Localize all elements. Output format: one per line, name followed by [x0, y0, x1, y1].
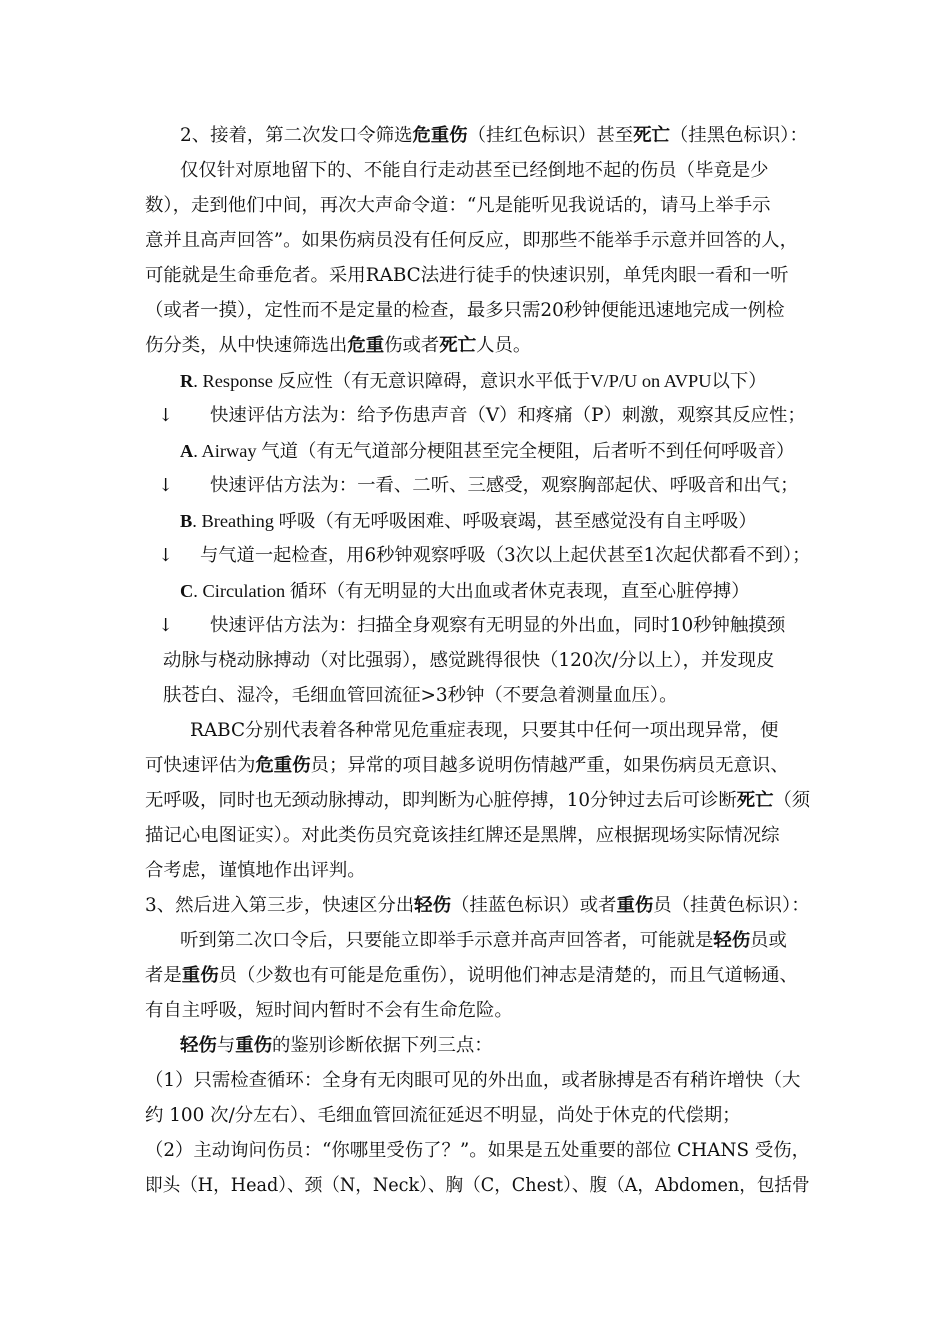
paragraph-line: （或者一摸），定性而不是定量的检查，最多只需20秒钟便能迅速地完成一例检	[145, 300, 785, 321]
rabc-c-desc: 动脉与桡动脉搏动（对比强弱），感觉跳得很快（120次/分以上），并发现皮	[163, 650, 775, 671]
rabc-b-title	[180, 509, 757, 533]
down-arrow-icon: ↓	[158, 545, 174, 566]
bold-term: 轻伤	[713, 930, 751, 951]
rabc-letter: C	[180, 581, 194, 601]
text: 伤或者	[384, 335, 440, 356]
list-item: 约 100 次/分左右）、毛细血管回流征延迟不明显，尚处于休克的代偿期；	[145, 1105, 741, 1126]
heading-text: （挂蓝色标识）或者	[450, 895, 617, 916]
rabc-letter: B	[180, 511, 193, 531]
text: 无呼吸，同时也无颈动脉搏动，即判断为心脏停搏，10分钟过去后可诊断	[145, 790, 737, 811]
section-2-heading	[180, 124, 808, 148]
bold-term: 轻伤	[180, 1035, 217, 1056]
bold-term: 死亡	[736, 790, 774, 811]
paragraph-line	[145, 789, 810, 813]
paragraph-line	[145, 754, 789, 778]
heading-text: （挂黑色标识）：	[669, 125, 808, 146]
text: （须	[773, 790, 811, 811]
paragraph-line: 有自主呼吸，短时间内暂时不会有生命危险。	[145, 1000, 513, 1021]
paragraph-line: 意并且高声回答”。如果伤病员没有任何反应，即那些不能举手示意并回答的人，	[145, 230, 799, 251]
paragraph-line: 描记心电图证实）。对此类伤员究竟该挂红牌还是黑牌，应根据现场实际情况综	[145, 825, 780, 846]
list-item: （1）只需检查循环：全身有无肉眼可见的外出血，或者脉搏是否有稍许增快（大	[145, 1070, 801, 1091]
rabc-r-desc: 快速评估方法为：给予伤患声音（V）和疼痛（P）刺激，观察其反应性；	[210, 405, 806, 426]
bold-term: 重伤	[616, 895, 654, 916]
text: 可快速评估为	[145, 755, 256, 776]
rabc-letter: R	[180, 371, 194, 391]
paragraph-line: 可能就是生命垂危者。采用RABC法进行徒手的快速识别，单凭肉眼一看和一听	[145, 265, 789, 286]
text: 员（少数也有可能是危重伤），说明他们神志是清楚的，而且气道畅通、	[218, 965, 798, 986]
text: 员或	[750, 930, 787, 951]
paragraph-line: 合考虑，谨慎地作出评判。	[145, 860, 366, 881]
text: 人员。	[476, 335, 532, 356]
rabc-r-title	[180, 369, 767, 393]
bold-term: 重伤	[181, 965, 219, 986]
down-arrow-icon: ↓	[158, 405, 174, 426]
list-item: （2）主动询问伤员：“你哪里受伤了？”。如果是五处重要的部位 CHANS 受伤，	[145, 1140, 811, 1161]
heading-text: （挂红色标识）甚至	[467, 125, 634, 146]
bold-term: 重伤	[235, 1035, 272, 1056]
rabc-c-desc: 肤苍白、湿冷，毛细血管回流征>3秒钟（不要急着测量血压）。	[163, 685, 678, 706]
text: . Circulation 循环（有无明显的大出血或者休克表现，直至心脏停搏）	[193, 581, 750, 601]
bold-term: 死亡	[439, 335, 477, 356]
list-item: 即头（H，Head）、颈（N，Neck）、胸（C，Chest）、腹（A，Abdomen，包括骨	[145, 1175, 810, 1196]
text: 伤分类，从中快速筛选出	[145, 335, 348, 356]
bold-term: 危重伤	[255, 755, 311, 776]
heading-text: 2、接着，第二次发口令筛选	[180, 125, 413, 146]
down-arrow-icon: ↓	[158, 615, 174, 636]
paragraph-line	[145, 334, 531, 358]
bold-term: 危重	[347, 335, 385, 356]
section-3-heading	[145, 894, 810, 918]
text: . Response 反应性（有无意识障碍，意识水平低于V/P/U on AVPU以下）	[193, 371, 767, 391]
bold-term: 危重伤	[412, 125, 468, 146]
paragraph-line	[145, 964, 798, 988]
text: 听到第二次口令后，只要能立即举手示意并高声回答者，可能就是	[180, 930, 714, 951]
basis-heading	[180, 1034, 493, 1058]
rabc-c-desc: 快速评估方法为：扫描全身观察有无明显的外出血，同时10秒钟触摸颈	[210, 615, 786, 636]
heading-text: 员（挂黄色标识）：	[653, 895, 810, 916]
paragraph-line	[180, 929, 787, 953]
down-arrow-icon: ↓	[158, 475, 174, 496]
text: . Breathing 呼吸（有无呼吸困难、呼吸衰竭，甚至感觉没有自主呼吸）	[192, 511, 757, 531]
text: 的鉴别诊断依据下列三点：	[272, 1035, 493, 1056]
text: 者是	[145, 965, 182, 986]
text: 员；异常的项目越多说明伤情越严重，如果伤病员无意识、	[310, 755, 789, 776]
text: . Airway 气道（有无气道部分梗阻甚至完全梗阻，后者听不到任何呼吸音）	[193, 441, 795, 461]
rabc-b-desc: 与气道一起检查，用6秒钟观察呼吸（3次以上起伏甚至1次起伏都看不到）；	[200, 545, 811, 566]
bold-term: 轻伤	[414, 895, 451, 916]
rabc-c-title	[180, 579, 750, 603]
paragraph-line: 仅仅针对原地留下的、不能自行走动甚至已经倒地不起的伤员（毕竟是少	[180, 160, 769, 181]
rabc-a-desc: 快速评估方法为：一看、二听、三感受，观察胸部起伏、呼吸音和出气；	[210, 475, 799, 496]
text: 与	[216, 1035, 236, 1056]
bold-term: 死亡	[633, 125, 670, 146]
heading-text: 3、然后进入第三步，快速区分出	[145, 895, 415, 916]
rabc-a-title	[180, 439, 795, 463]
paragraph-line: RABC分别代表着各种常见危重症表现，只要其中任何一项出现异常，便	[190, 720, 779, 741]
rabc-letter: A	[180, 441, 194, 461]
paragraph-line: 数），走到他们中间，再次大声命令道：“凡是能听见我说话的，请马上举手示	[145, 195, 771, 216]
